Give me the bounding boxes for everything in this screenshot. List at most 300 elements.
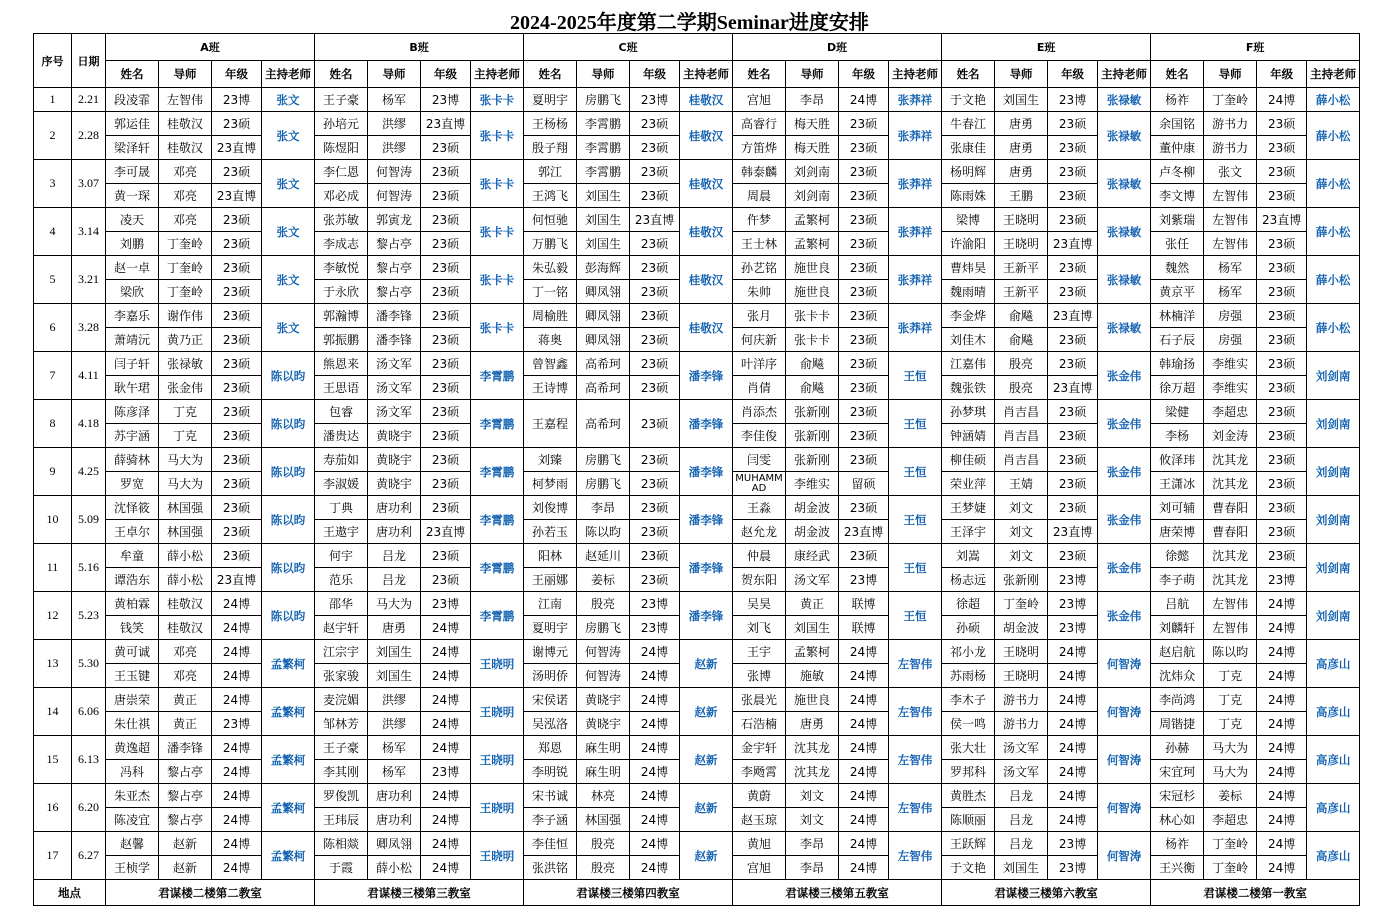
advisor: 殷亮 bbox=[577, 832, 630, 856]
advisor: 沈其龙 bbox=[1204, 472, 1257, 496]
advisor: 丁奎岭 bbox=[1204, 832, 1257, 856]
grade: 24博 bbox=[212, 736, 262, 760]
student-name: 凌天 bbox=[106, 208, 159, 232]
student-name: 寿茄如 bbox=[315, 448, 368, 472]
student-name: 李其刚 bbox=[315, 760, 368, 784]
advisor: 李超忠 bbox=[1204, 400, 1257, 424]
host-teacher: 张金伟 bbox=[1098, 496, 1151, 544]
student-name: 李子萌 bbox=[1151, 568, 1204, 592]
advisor: 孟繁柯 bbox=[786, 208, 839, 232]
advisor: 丁奎岭 bbox=[159, 256, 212, 280]
student-name: 钟涵婧 bbox=[942, 424, 995, 448]
grade: 23博 bbox=[1048, 568, 1098, 592]
row-date: 6.20 bbox=[72, 784, 106, 832]
host-teacher: 李霄鹏 bbox=[471, 592, 524, 640]
student-name: 唐荣博 bbox=[1151, 520, 1204, 544]
student-name: 王鸿飞 bbox=[524, 184, 577, 208]
row-date: 5.30 bbox=[72, 640, 106, 688]
student-name: 宋冠杉 bbox=[1151, 784, 1204, 808]
student-name: 魏张铁 bbox=[942, 376, 995, 400]
student-name: 邹林芳 bbox=[315, 712, 368, 736]
row-date: 3.14 bbox=[72, 208, 106, 256]
advisor: 黎占亭 bbox=[368, 280, 421, 304]
advisor: 桂敬汉 bbox=[159, 136, 212, 160]
host-teacher: 张禄敏 bbox=[1098, 256, 1151, 304]
student-name: 于霞 bbox=[315, 856, 368, 880]
class-header: C班 bbox=[524, 34, 733, 61]
host-teacher: 赵新 bbox=[680, 640, 733, 688]
student-name: 张月 bbox=[733, 304, 786, 328]
host-teacher: 张文 bbox=[262, 112, 315, 160]
advisor: 沈其龙 bbox=[1204, 448, 1257, 472]
student-name: 何宇 bbox=[315, 544, 368, 568]
advisor: 何智涛 bbox=[368, 160, 421, 184]
grade: 23硕 bbox=[421, 136, 471, 160]
advisor: 何智涛 bbox=[577, 640, 630, 664]
grade: 23博 bbox=[1048, 856, 1098, 880]
grade: 24博 bbox=[1257, 640, 1307, 664]
advisor: 何智涛 bbox=[577, 664, 630, 688]
grade: 23硕 bbox=[839, 424, 889, 448]
student-name: 张苏敏 bbox=[315, 208, 368, 232]
advisor: 李昂 bbox=[577, 496, 630, 520]
advisor: 林亮 bbox=[577, 784, 630, 808]
row-index: 12 bbox=[34, 592, 72, 640]
advisor: 唐勇 bbox=[786, 712, 839, 736]
advisor: 肖吉昌 bbox=[995, 400, 1048, 424]
grade: 23直博 bbox=[1048, 232, 1098, 256]
grade: 23硕 bbox=[630, 376, 680, 400]
student-name: 方笛烨 bbox=[733, 136, 786, 160]
row-index: 5 bbox=[34, 256, 72, 304]
column-header: 姓名 bbox=[733, 61, 786, 88]
host-teacher: 何智涛 bbox=[1098, 640, 1151, 688]
location-room: 君谋楼三楼第四教室 bbox=[524, 880, 733, 906]
student-name: 张大壮 bbox=[942, 736, 995, 760]
student-name: 李尚鸿 bbox=[1151, 688, 1204, 712]
grade: 23硕 bbox=[1257, 352, 1307, 376]
grade: 23硕 bbox=[839, 544, 889, 568]
student-name: 周榆胜 bbox=[524, 304, 577, 328]
grade: 24博 bbox=[1048, 712, 1098, 736]
advisor: 邓亮 bbox=[159, 160, 212, 184]
row-date: 5.09 bbox=[72, 496, 106, 544]
host-teacher: 左智伟 bbox=[889, 688, 942, 736]
advisor: 唐功利 bbox=[368, 808, 421, 832]
advisor: 施敏 bbox=[786, 664, 839, 688]
student-name: 李明锐 bbox=[524, 760, 577, 784]
advisor: 施世良 bbox=[786, 280, 839, 304]
host-teacher: 张莽祥 bbox=[889, 304, 942, 352]
grade: 23硕 bbox=[1257, 112, 1307, 136]
student-name: 周晨 bbox=[733, 184, 786, 208]
grade: 23硕 bbox=[630, 496, 680, 520]
advisor: 卿凤翎 bbox=[577, 280, 630, 304]
advisor: 殷亮 bbox=[577, 592, 630, 616]
row-index: 16 bbox=[34, 784, 72, 832]
table-row bbox=[34, 304, 1360, 328]
grade: 24博 bbox=[630, 688, 680, 712]
grade: 23硕 bbox=[630, 472, 680, 496]
advisor: 李昂 bbox=[786, 88, 839, 112]
advisor: 王晓明 bbox=[995, 232, 1048, 256]
row-date: 6.27 bbox=[72, 832, 106, 880]
table-row bbox=[34, 640, 1360, 664]
row-index: 14 bbox=[34, 688, 72, 736]
advisor: 左智伟 bbox=[1204, 184, 1257, 208]
advisor: 马大为 bbox=[159, 472, 212, 496]
grade: 23直博 bbox=[212, 184, 262, 208]
advisor: 张金伟 bbox=[159, 376, 212, 400]
advisor: 黎占亭 bbox=[159, 808, 212, 832]
advisor: 刘金涛 bbox=[1204, 424, 1257, 448]
student-name: 丁一铭 bbox=[524, 280, 577, 304]
grade: 23硕 bbox=[212, 544, 262, 568]
grade: 24博 bbox=[1048, 808, 1098, 832]
host-teacher: 赵新 bbox=[680, 784, 733, 832]
advisor: 吕龙 bbox=[995, 832, 1048, 856]
student-name: 宋宜珂 bbox=[1151, 760, 1204, 784]
advisor: 麻生明 bbox=[577, 760, 630, 784]
student-name: 王遨宇 bbox=[315, 520, 368, 544]
grade: 23硕 bbox=[1257, 280, 1307, 304]
grade: 23硕 bbox=[1257, 376, 1307, 400]
advisor: 王婧 bbox=[995, 472, 1048, 496]
host-teacher: 桂敬汉 bbox=[680, 256, 733, 304]
grade: 23硕 bbox=[839, 496, 889, 520]
grade: 24博 bbox=[421, 784, 471, 808]
student-name: 黄京平 bbox=[1151, 280, 1204, 304]
advisor: 杨军 bbox=[368, 88, 421, 112]
advisor: 杨军 bbox=[1204, 256, 1257, 280]
student-name: 丁典 bbox=[315, 496, 368, 520]
grade: 23硕 bbox=[630, 328, 680, 352]
advisor: 游书力 bbox=[1204, 136, 1257, 160]
grade: 23硕 bbox=[839, 328, 889, 352]
grade: 23硕 bbox=[630, 112, 680, 136]
advisor: 汤文军 bbox=[786, 568, 839, 592]
grade: 23硕 bbox=[1048, 112, 1098, 136]
table-row bbox=[34, 832, 1360, 856]
advisor: 丁克 bbox=[1204, 664, 1257, 688]
student-name: 吴泓洛 bbox=[524, 712, 577, 736]
row-index: 4 bbox=[34, 208, 72, 256]
student-name: 李仁恩 bbox=[315, 160, 368, 184]
row-index: 2 bbox=[34, 112, 72, 160]
grade: 24博 bbox=[1257, 808, 1307, 832]
advisor: 刘文 bbox=[995, 520, 1048, 544]
date-header: 日期 bbox=[72, 34, 106, 88]
grade: 23硕 bbox=[1257, 328, 1307, 352]
table-row bbox=[34, 544, 1360, 568]
grade: 24博 bbox=[1257, 688, 1307, 712]
student-name: 李木子 bbox=[942, 688, 995, 712]
row-index: 6 bbox=[34, 304, 72, 352]
grade: 23硕 bbox=[630, 304, 680, 328]
advisor: 曹春阳 bbox=[1204, 496, 1257, 520]
host-teacher: 陈以昀 bbox=[262, 544, 315, 592]
grade: 23硕 bbox=[212, 232, 262, 256]
location-room: 君谋楼三楼第三教室 bbox=[315, 880, 524, 906]
student-name: 宋侯诺 bbox=[524, 688, 577, 712]
host-teacher: 张卡卡 bbox=[471, 304, 524, 352]
grade: 23硕 bbox=[1257, 520, 1307, 544]
host-teacher: 高彦山 bbox=[1307, 832, 1360, 880]
host-teacher: 张禄敏 bbox=[1098, 112, 1151, 160]
advisor: 高希珂 bbox=[577, 400, 630, 448]
grade: 24博 bbox=[630, 712, 680, 736]
student-name: 李可晟 bbox=[106, 160, 159, 184]
advisor: 王晓明 bbox=[995, 640, 1048, 664]
student-name: 郭江 bbox=[524, 160, 577, 184]
grade: 23硕 bbox=[839, 280, 889, 304]
host-teacher: 何智涛 bbox=[1098, 688, 1151, 736]
student-name: 仵梦 bbox=[733, 208, 786, 232]
location-room: 君谋楼三楼第五教室 bbox=[733, 880, 942, 906]
advisor: 李霄鹏 bbox=[577, 112, 630, 136]
grade: 23博 bbox=[630, 592, 680, 616]
grade: 23直博 bbox=[212, 568, 262, 592]
host-teacher: 潘李锋 bbox=[680, 352, 733, 400]
grade: 23博 bbox=[839, 568, 889, 592]
advisor: 房强 bbox=[1204, 304, 1257, 328]
row-date: 4.25 bbox=[72, 448, 106, 496]
grade: 24博 bbox=[630, 856, 680, 880]
student-name: 于文艳 bbox=[942, 88, 995, 112]
student-name: 吕航 bbox=[1151, 592, 1204, 616]
grade: 24博 bbox=[839, 664, 889, 688]
student-name: 王子豪 bbox=[315, 736, 368, 760]
student-name: 陈雨姝 bbox=[942, 184, 995, 208]
student-name: 陈彦泽 bbox=[106, 400, 159, 424]
grade: 24博 bbox=[421, 712, 471, 736]
advisor: 汤文军 bbox=[995, 736, 1048, 760]
grade: 23硕 bbox=[421, 352, 471, 376]
advisor: 黄正 bbox=[159, 712, 212, 736]
grade: 23硕 bbox=[630, 568, 680, 592]
grade: 23硕 bbox=[839, 208, 889, 232]
row-date: 6.06 bbox=[72, 688, 106, 736]
grade: 23硕 bbox=[839, 376, 889, 400]
student-name: 董仲康 bbox=[1151, 136, 1204, 160]
grade: 23硕 bbox=[1048, 160, 1098, 184]
advisor: 沈其龙 bbox=[786, 736, 839, 760]
host-teacher: 张莽祥 bbox=[889, 208, 942, 256]
advisor: 卿凤翎 bbox=[577, 304, 630, 328]
table-row bbox=[34, 352, 1360, 376]
host-teacher: 王晓明 bbox=[471, 688, 524, 736]
student-name: 张晨光 bbox=[733, 688, 786, 712]
student-name: 萧靖沅 bbox=[106, 328, 159, 352]
student-name: 陈相燚 bbox=[315, 832, 368, 856]
row-index: 15 bbox=[34, 736, 72, 784]
grade: 24博 bbox=[1257, 856, 1307, 880]
student-name: 王兴衡 bbox=[1151, 856, 1204, 880]
advisor: 唐功利 bbox=[368, 784, 421, 808]
grade: 23硕 bbox=[212, 400, 262, 424]
advisor: 张卡卡 bbox=[786, 328, 839, 352]
host-teacher: 张金伟 bbox=[1098, 352, 1151, 400]
column-header: 导师 bbox=[995, 61, 1048, 88]
grade: 23硕 bbox=[1048, 280, 1098, 304]
student-name: 李杨 bbox=[1151, 424, 1204, 448]
advisor: 左智伟 bbox=[1204, 592, 1257, 616]
host-teacher: 潘李锋 bbox=[680, 592, 733, 640]
host-teacher: 孟繁柯 bbox=[262, 736, 315, 784]
advisor: 施世良 bbox=[786, 256, 839, 280]
advisor: 沈其龙 bbox=[1204, 544, 1257, 568]
grade: 23硕 bbox=[421, 304, 471, 328]
student-name: 林心如 bbox=[1151, 808, 1204, 832]
host-teacher: 薛小松 bbox=[1307, 88, 1360, 112]
grade: 23硕 bbox=[212, 376, 262, 400]
grade: 24博 bbox=[839, 688, 889, 712]
grade: 23硕 bbox=[421, 184, 471, 208]
student-name: 闫子轩 bbox=[106, 352, 159, 376]
grade: 23硕 bbox=[212, 520, 262, 544]
row-index: 10 bbox=[34, 496, 72, 544]
advisor: 杨军 bbox=[368, 760, 421, 784]
advisor: 刘国生 bbox=[577, 232, 630, 256]
host-teacher: 左智伟 bbox=[889, 640, 942, 688]
host-teacher: 王恒 bbox=[889, 352, 942, 400]
grade: 23硕 bbox=[212, 328, 262, 352]
grade: 23硕 bbox=[421, 328, 471, 352]
column-header: 年级 bbox=[630, 61, 680, 88]
grade: 24博 bbox=[1048, 736, 1098, 760]
student-name: 冯科 bbox=[106, 760, 159, 784]
advisor: 黄晓宇 bbox=[368, 424, 421, 448]
student-name: 刘俊博 bbox=[524, 496, 577, 520]
advisor: 李超忠 bbox=[1204, 808, 1257, 832]
student-name: 蒋奥 bbox=[524, 328, 577, 352]
grade: 23硕 bbox=[839, 184, 889, 208]
row-date: 2.21 bbox=[72, 88, 106, 112]
grade: 23直博 bbox=[839, 520, 889, 544]
advisor: 唐功利 bbox=[368, 496, 421, 520]
grade: 24博 bbox=[1257, 616, 1307, 640]
student-name: 石子辰 bbox=[1151, 328, 1204, 352]
grade: 24博 bbox=[839, 760, 889, 784]
student-name: 攸泽玮 bbox=[1151, 448, 1204, 472]
advisor: 胡金波 bbox=[995, 616, 1048, 640]
advisor: 陈以昀 bbox=[1204, 640, 1257, 664]
student-name: 柳佳硕 bbox=[942, 448, 995, 472]
column-header: 姓名 bbox=[106, 61, 159, 88]
host-teacher: 张卡卡 bbox=[471, 160, 524, 208]
student-name: 王诗博 bbox=[524, 376, 577, 400]
student-name: 江南 bbox=[524, 592, 577, 616]
student-name: 赵宇轩 bbox=[315, 616, 368, 640]
grade: 24博 bbox=[1257, 784, 1307, 808]
grade: 24博 bbox=[630, 640, 680, 664]
advisor: 俞飚 bbox=[786, 376, 839, 400]
advisor: 刘文 bbox=[995, 544, 1048, 568]
student-name: 牛春江 bbox=[942, 112, 995, 136]
host-teacher: 李霄鹏 bbox=[471, 544, 524, 592]
student-name: 李飏霄 bbox=[733, 760, 786, 784]
grade: 24博 bbox=[1257, 760, 1307, 784]
advisor: 邓亮 bbox=[159, 664, 212, 688]
host-teacher: 何智涛 bbox=[1098, 736, 1151, 784]
advisor: 林国强 bbox=[159, 520, 212, 544]
advisor: 游书力 bbox=[1204, 112, 1257, 136]
row-index: 8 bbox=[34, 400, 72, 448]
grade: 24博 bbox=[630, 736, 680, 760]
advisor: 姜标 bbox=[1204, 784, 1257, 808]
grade: 24博 bbox=[421, 688, 471, 712]
grade: 24博 bbox=[839, 736, 889, 760]
table-row bbox=[34, 208, 1360, 232]
grade: 24博 bbox=[1257, 664, 1307, 688]
advisor: 高希珂 bbox=[577, 376, 630, 400]
advisor: 王晓明 bbox=[995, 208, 1048, 232]
student-name: 魏雨晴 bbox=[942, 280, 995, 304]
row-index: 9 bbox=[34, 448, 72, 496]
student-name: 郭瀚博 bbox=[315, 304, 368, 328]
student-name: 王跃辉 bbox=[942, 832, 995, 856]
grade: 23硕 bbox=[212, 448, 262, 472]
host-teacher: 潘李锋 bbox=[680, 400, 733, 448]
grade: 23硕 bbox=[630, 280, 680, 304]
student-name: 金宇轩 bbox=[733, 736, 786, 760]
student-name: 孙赫 bbox=[1151, 736, 1204, 760]
student-name: 梁欣 bbox=[106, 280, 159, 304]
host-teacher: 薛小松 bbox=[1307, 304, 1360, 352]
advisor: 卿凤翎 bbox=[368, 832, 421, 856]
student-name: 谭浩东 bbox=[106, 568, 159, 592]
advisor: 唐功利 bbox=[368, 520, 421, 544]
advisor: 吕龙 bbox=[368, 568, 421, 592]
page-title: 2024-2025年度第二学期Seminar进度安排 bbox=[510, 12, 869, 34]
host-teacher: 陈以昀 bbox=[262, 352, 315, 400]
advisor: 汤文军 bbox=[368, 400, 421, 424]
host-teacher: 张莽祥 bbox=[889, 160, 942, 208]
grade: 24博 bbox=[1257, 712, 1307, 736]
student-name: 孙梦琪 bbox=[942, 400, 995, 424]
column-header: 主持老师 bbox=[262, 61, 315, 88]
advisor: 薛小松 bbox=[159, 544, 212, 568]
student-name: 朱弘毅 bbox=[524, 256, 577, 280]
advisor: 刘文 bbox=[995, 496, 1048, 520]
grade: 23硕 bbox=[212, 256, 262, 280]
student-name: 范乐 bbox=[315, 568, 368, 592]
host-teacher: 张禄敏 bbox=[1098, 160, 1151, 208]
host-teacher: 孟繁柯 bbox=[262, 784, 315, 832]
grade: 23硕 bbox=[1257, 304, 1307, 328]
student-name: 苏雨杨 bbox=[942, 664, 995, 688]
grade: 23直博 bbox=[1048, 520, 1098, 544]
student-name: 黄逸超 bbox=[106, 736, 159, 760]
host-teacher: 张金伟 bbox=[1098, 592, 1151, 640]
student-name: 邵华 bbox=[315, 592, 368, 616]
student-name: 祁小龙 bbox=[942, 640, 995, 664]
row-date: 3.07 bbox=[72, 160, 106, 208]
grade: 24博 bbox=[421, 664, 471, 688]
grade: 23硕 bbox=[1257, 544, 1307, 568]
column-header: 导师 bbox=[159, 61, 212, 88]
student-name: MUHAMMAD bbox=[733, 472, 786, 496]
student-name: 张任 bbox=[1151, 232, 1204, 256]
student-name: 赵馨 bbox=[106, 832, 159, 856]
student-name: 王宇 bbox=[733, 640, 786, 664]
advisor: 丁奎岭 bbox=[159, 232, 212, 256]
grade: 23硕 bbox=[1048, 256, 1098, 280]
grade: 23硕 bbox=[839, 448, 889, 472]
row-index: 3 bbox=[34, 160, 72, 208]
advisor: 张新刚 bbox=[786, 400, 839, 424]
student-name: 刘嵩 bbox=[942, 544, 995, 568]
